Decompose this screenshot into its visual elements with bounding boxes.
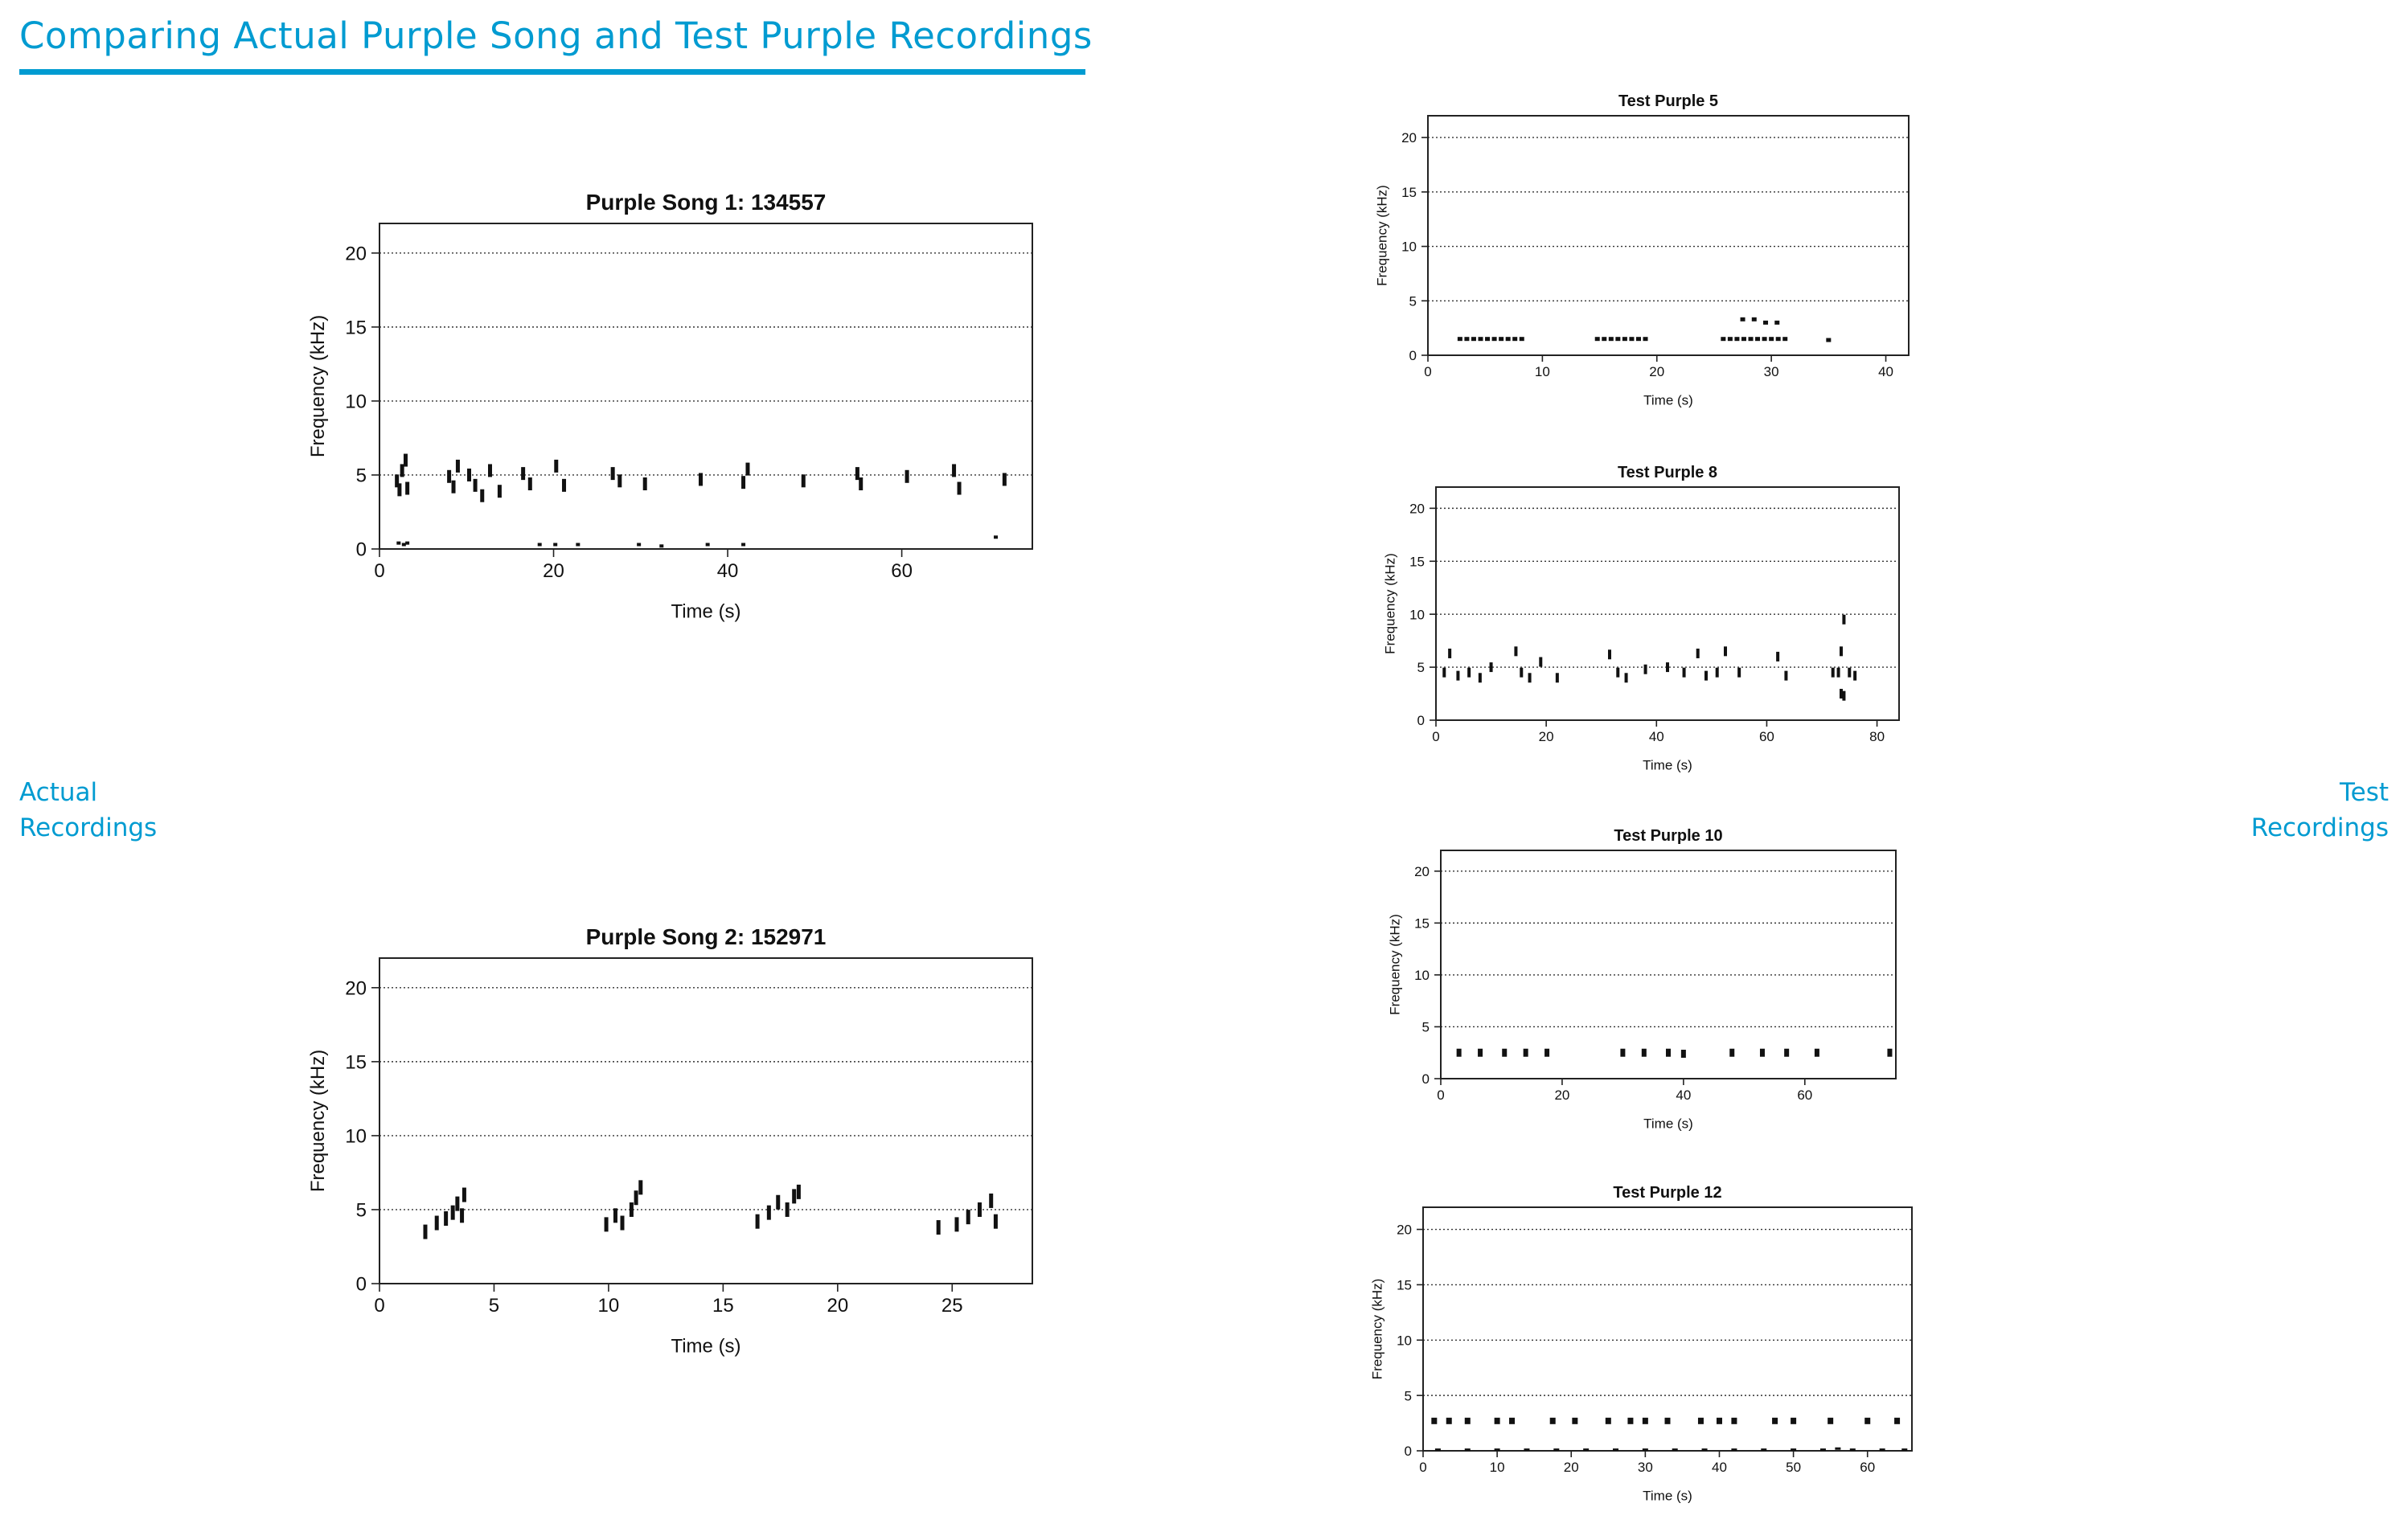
data-point: [1602, 337, 1606, 341]
y-tick-label: 20: [345, 243, 367, 265]
x-tick-label: 40: [1878, 363, 1893, 379]
data-point: [455, 1197, 459, 1211]
data-point: [1524, 1049, 1528, 1057]
data-point: [1769, 337, 1774, 341]
data-point: [1698, 1418, 1704, 1424]
data-point: [397, 483, 401, 496]
purple-song-1-chart: [289, 183, 1061, 649]
data-point: [699, 473, 703, 485]
data-point: [1880, 1448, 1885, 1451]
data-point: [605, 1217, 609, 1231]
data-point: [617, 474, 621, 487]
data-point: [1761, 1448, 1766, 1451]
data-point: [1520, 337, 1524, 341]
y-tick-label: 15: [345, 317, 367, 339]
data-point: [1448, 649, 1451, 658]
y-tick-label: 10: [1401, 239, 1417, 255]
chart-title: Purple Song 1: 134557: [585, 190, 827, 215]
data-point: [978, 1202, 982, 1217]
data-point: [1478, 1049, 1483, 1057]
data-point: [1737, 668, 1741, 678]
data-point: [1609, 337, 1614, 341]
y-tick-label: 0: [1421, 1071, 1430, 1087]
data-point: [452, 481, 456, 494]
data-point: [966, 1210, 970, 1224]
data-point: [404, 454, 408, 467]
data-point: [1572, 1418, 1577, 1424]
data-point: [1514, 646, 1517, 656]
data-point: [1479, 673, 1482, 682]
test-recordings-line-2: Recordings: [2250, 813, 2389, 842]
plot-frame: [1436, 487, 1899, 720]
plot-frame: [1423, 1207, 1912, 1451]
x-tick-label: 10: [597, 1295, 620, 1317]
y-tick-label: 20: [1414, 863, 1430, 879]
data-point: [1776, 337, 1781, 341]
x-tick-label: 30: [1763, 363, 1779, 379]
data-point: [1615, 337, 1620, 341]
data-point: [1840, 646, 1843, 656]
data-point: [1894, 1418, 1900, 1424]
data-point: [1762, 337, 1767, 341]
x-tick-label: 80: [1869, 728, 1885, 744]
data-point: [435, 1216, 439, 1231]
data-point: [1495, 1418, 1500, 1424]
data-point: [1704, 671, 1708, 681]
data-point: [937, 1220, 941, 1235]
x-tick-label: 15: [712, 1295, 734, 1317]
chart-title: Purple Song 2: 152971: [585, 924, 827, 950]
data-point: [423, 1225, 427, 1239]
data-point: [792, 1189, 796, 1203]
data-point: [637, 543, 641, 546]
data-point: [562, 479, 566, 492]
data-point: [1478, 337, 1483, 341]
y-tick-label: 10: [1409, 607, 1425, 623]
plot-frame: [379, 223, 1032, 549]
data-point: [1774, 321, 1779, 325]
test-purple-12-chart: [1343, 1174, 1938, 1527]
data-point: [1850, 1448, 1856, 1451]
data-point: [554, 460, 558, 473]
data-point: [1431, 1418, 1437, 1424]
data-point: [1665, 1418, 1671, 1424]
data-point: [1465, 1448, 1471, 1451]
y-tick-label: 10: [1397, 1333, 1412, 1349]
data-point: [1446, 1418, 1452, 1424]
data-point: [1595, 337, 1600, 341]
data-point: [456, 460, 460, 473]
data-point: [1550, 1418, 1556, 1424]
y-axis-label: Frequency (kHz): [307, 314, 330, 458]
data-point: [611, 467, 615, 480]
x-tick-label: 60: [1797, 1087, 1813, 1103]
data-point: [989, 1194, 993, 1208]
data-point: [994, 1214, 998, 1229]
data-point: [1583, 1448, 1589, 1451]
data-point: [1752, 317, 1757, 322]
data-point: [1731, 1448, 1737, 1451]
data-point: [1608, 649, 1611, 659]
data-point: [1776, 652, 1779, 662]
x-axis-label: Time (s): [1643, 1116, 1693, 1132]
y-tick-label: 10: [1414, 968, 1430, 984]
data-point: [447, 470, 451, 483]
x-axis-label: Time (s): [671, 1335, 741, 1358]
data-point: [528, 477, 532, 490]
y-tick-label: 10: [345, 391, 367, 413]
data-point: [905, 470, 909, 483]
test-purple-5-chart: [1359, 84, 1938, 429]
x-tick-label: 25: [941, 1295, 963, 1317]
actual-recordings-label: [19, 775, 157, 846]
data-point: [802, 474, 806, 487]
data-point: [1502, 1049, 1507, 1057]
data-point: [400, 464, 404, 477]
data-point: [1622, 337, 1627, 341]
data-point: [1717, 1418, 1722, 1424]
data-point: [402, 543, 406, 546]
data-point: [396, 542, 400, 545]
y-axis-label: Frequency (kHz): [307, 1049, 330, 1193]
x-axis-label: Time (s): [1643, 392, 1693, 408]
data-point: [1755, 337, 1760, 341]
data-point: [521, 467, 525, 480]
data-point: [1784, 1049, 1789, 1057]
data-point: [1681, 1050, 1686, 1058]
y-tick-label: 15: [1414, 915, 1430, 932]
data-point: [1435, 1448, 1441, 1451]
data-point: [613, 1208, 617, 1223]
data-point: [1791, 1448, 1796, 1451]
data-point: [1772, 1418, 1778, 1424]
data-point: [1716, 668, 1719, 678]
actual-recordings-line-1: Actual: [19, 778, 98, 807]
data-point: [1729, 1049, 1734, 1057]
data-point: [1741, 317, 1745, 322]
y-tick-label: 5: [355, 465, 367, 487]
x-tick-label: 20: [543, 560, 564, 583]
y-tick-label: 15: [1397, 1277, 1412, 1293]
data-point: [659, 544, 663, 547]
data-point: [1721, 337, 1725, 341]
data-point: [1666, 1049, 1671, 1057]
y-axis-label: Frequency (kHz): [1382, 553, 1398, 654]
x-tick-label: 10: [1534, 363, 1550, 379]
data-point: [405, 482, 409, 495]
data-point: [1842, 691, 1845, 701]
x-tick-label: 60: [1860, 1459, 1876, 1475]
data-point: [1702, 1448, 1708, 1451]
x-axis-label: Time (s): [671, 600, 741, 623]
data-point: [1842, 615, 1845, 625]
data-point: [460, 1208, 464, 1223]
data-point: [1495, 1448, 1500, 1451]
y-tick-label: 10: [345, 1125, 367, 1148]
data-point: [1696, 649, 1700, 658]
x-tick-label: 0: [1424, 363, 1432, 379]
y-tick-label: 15: [1409, 554, 1425, 570]
data-point: [1760, 1049, 1765, 1057]
data-point: [1509, 1418, 1515, 1424]
x-tick-label: 20: [1554, 1087, 1570, 1103]
data-point: [1636, 337, 1641, 341]
data-point: [1828, 1418, 1833, 1424]
x-tick-label: 30: [1637, 1459, 1653, 1475]
y-axis-label: Frequency (kHz): [1374, 185, 1390, 286]
x-tick-label: 40: [1648, 728, 1664, 744]
data-point: [786, 1202, 790, 1217]
x-tick-label: 40: [1712, 1459, 1727, 1475]
x-tick-label: 0: [1419, 1459, 1427, 1475]
data-point: [1731, 1418, 1737, 1424]
x-tick-label: 0: [1432, 728, 1440, 744]
data-point: [1456, 671, 1459, 681]
data-point: [776, 1195, 780, 1210]
y-tick-label: 0: [355, 1273, 367, 1296]
data-point: [1887, 1049, 1892, 1057]
data-point: [553, 543, 557, 546]
chart-title: Test Purple 5: [1618, 92, 1719, 110]
test-purple-10-chart: [1359, 817, 1938, 1154]
x-axis-label: Time (s): [1643, 757, 1692, 773]
data-point: [1512, 337, 1517, 341]
data-point: [1840, 689, 1843, 698]
data-point: [1826, 338, 1831, 342]
data-point: [1837, 668, 1840, 678]
data-point: [1728, 337, 1733, 341]
data-point: [1613, 1448, 1618, 1451]
x-tick-label: 10: [1489, 1459, 1505, 1475]
data-point: [1643, 1448, 1648, 1451]
x-tick-label: 40: [716, 560, 739, 583]
data-point: [1672, 1448, 1678, 1451]
data-point: [1627, 1418, 1633, 1424]
data-point: [1457, 1049, 1462, 1057]
data-point: [1471, 337, 1476, 341]
y-tick-label: 20: [345, 977, 367, 1000]
data-point: [756, 1214, 760, 1229]
data-point: [1464, 337, 1469, 341]
data-point: [745, 463, 749, 476]
chart-title: Test Purple 8: [1617, 464, 1718, 481]
data-point: [797, 1185, 801, 1199]
purple-song-2-chart: [289, 918, 1061, 1384]
y-tick-label: 20: [1401, 130, 1417, 146]
data-point: [1864, 1418, 1870, 1424]
data-point: [958, 482, 962, 495]
data-point: [1553, 1448, 1559, 1451]
data-point: [467, 469, 471, 481]
data-point: [621, 1216, 625, 1231]
data-point: [1524, 1448, 1529, 1451]
data-point: [1763, 321, 1768, 325]
plot-frame: [1428, 116, 1909, 355]
y-axis-label: Frequency (kHz): [1387, 914, 1403, 1015]
data-point: [634, 1190, 638, 1205]
data-point: [741, 543, 745, 546]
x-tick-label: 20: [1563, 1459, 1579, 1475]
data-point: [952, 464, 956, 477]
actual-recordings-line-2: Recordings: [19, 813, 158, 842]
y-tick-label: 5: [1421, 1019, 1430, 1035]
data-point: [1003, 473, 1007, 485]
y-tick-label: 15: [345, 1051, 367, 1074]
data-point: [855, 467, 859, 480]
data-point: [1485, 337, 1490, 341]
data-point: [1666, 662, 1669, 672]
data-point: [1835, 1448, 1840, 1450]
data-point: [474, 479, 478, 492]
y-tick-label: 0: [1404, 1444, 1412, 1460]
data-point: [1820, 1448, 1826, 1451]
data-point: [1616, 668, 1619, 678]
data-point: [1465, 1418, 1471, 1424]
data-point: [444, 1211, 448, 1226]
data-point: [576, 543, 580, 546]
data-point: [488, 464, 492, 477]
slide-title: Comparing Actual Purple Song and Test Purple Recordings: [19, 14, 1093, 57]
x-axis-label: Time (s): [1643, 1488, 1692, 1504]
data-point: [538, 543, 542, 546]
x-tick-label: 20: [1649, 363, 1665, 379]
data-point: [462, 1188, 466, 1202]
data-point: [638, 1180, 642, 1194]
y-tick-label: 5: [1409, 293, 1417, 309]
y-tick-label: 0: [1409, 348, 1417, 364]
data-point: [859, 477, 863, 490]
chart-title: Test Purple 10: [1614, 827, 1723, 845]
data-point: [643, 477, 647, 490]
y-tick-label: 5: [1417, 660, 1425, 676]
data-point: [1544, 1049, 1549, 1057]
data-point: [1848, 668, 1851, 678]
data-point: [1499, 337, 1503, 341]
x-tick-label: 20: [1538, 728, 1554, 744]
y-tick-label: 20: [1409, 501, 1425, 517]
x-tick-label: 40: [1676, 1087, 1692, 1103]
x-tick-label: 0: [1437, 1087, 1445, 1103]
chart-title: Test Purple 12: [1613, 1184, 1722, 1202]
x-tick-label: 5: [488, 1295, 500, 1317]
data-point: [1734, 337, 1739, 341]
data-point: [1528, 673, 1532, 682]
y-axis-label: Frequency (kHz): [1369, 1278, 1385, 1380]
plot-frame: [1441, 850, 1896, 1079]
data-point: [1644, 665, 1647, 674]
data-point: [1832, 668, 1835, 678]
data-point: [1853, 671, 1856, 681]
data-point: [405, 542, 409, 545]
y-tick-label: 20: [1397, 1222, 1412, 1238]
data-point: [954, 1217, 958, 1231]
data-point: [1492, 337, 1497, 341]
data-point: [1901, 1448, 1907, 1451]
test-purple-8-chart: [1359, 455, 1938, 793]
data-point: [1815, 1049, 1819, 1057]
data-point: [1782, 337, 1787, 341]
y-tick-label: 0: [355, 539, 367, 561]
x-tick-label: 60: [1758, 728, 1774, 744]
x-tick-label: 0: [374, 560, 385, 583]
data-point: [451, 1206, 455, 1220]
data-point: [480, 489, 484, 502]
x-tick-label: 60: [891, 560, 913, 583]
data-point: [706, 543, 710, 546]
data-point: [1683, 668, 1686, 678]
data-point: [1741, 337, 1746, 341]
data-point: [767, 1206, 771, 1220]
data-point: [1642, 1049, 1647, 1057]
data-point: [1749, 337, 1754, 341]
data-point: [994, 535, 998, 539]
data-point: [1643, 337, 1648, 341]
test-recordings-label: [2251, 775, 2389, 846]
y-tick-label: 5: [1404, 1388, 1412, 1404]
data-point: [1620, 1049, 1625, 1057]
data-point: [1629, 337, 1634, 341]
y-tick-label: 0: [1417, 713, 1425, 729]
data-point: [1442, 668, 1446, 678]
y-tick-label: 15: [1401, 184, 1417, 200]
data-point: [1467, 668, 1471, 678]
data-point: [1784, 671, 1787, 681]
x-tick-label: 20: [827, 1295, 849, 1317]
plot-frame: [379, 958, 1032, 1284]
y-tick-label: 5: [355, 1199, 367, 1222]
data-point: [498, 485, 502, 498]
x-tick-label: 0: [374, 1295, 385, 1317]
data-point: [1791, 1418, 1796, 1424]
data-point: [1458, 337, 1462, 341]
data-point: [1490, 662, 1493, 672]
data-point: [1556, 673, 1559, 682]
data-point: [1643, 1418, 1648, 1424]
data-point: [1520, 668, 1523, 678]
data-point: [1539, 657, 1542, 667]
data-point: [1625, 673, 1628, 682]
x-tick-label: 50: [1786, 1459, 1802, 1475]
test-recordings-line-1: Test: [2339, 778, 2389, 807]
data-point: [741, 476, 745, 489]
title-underline: [19, 69, 1085, 75]
data-point: [630, 1202, 634, 1217]
data-point: [1606, 1418, 1611, 1424]
data-point: [1506, 337, 1511, 341]
data-point: [1724, 646, 1727, 656]
